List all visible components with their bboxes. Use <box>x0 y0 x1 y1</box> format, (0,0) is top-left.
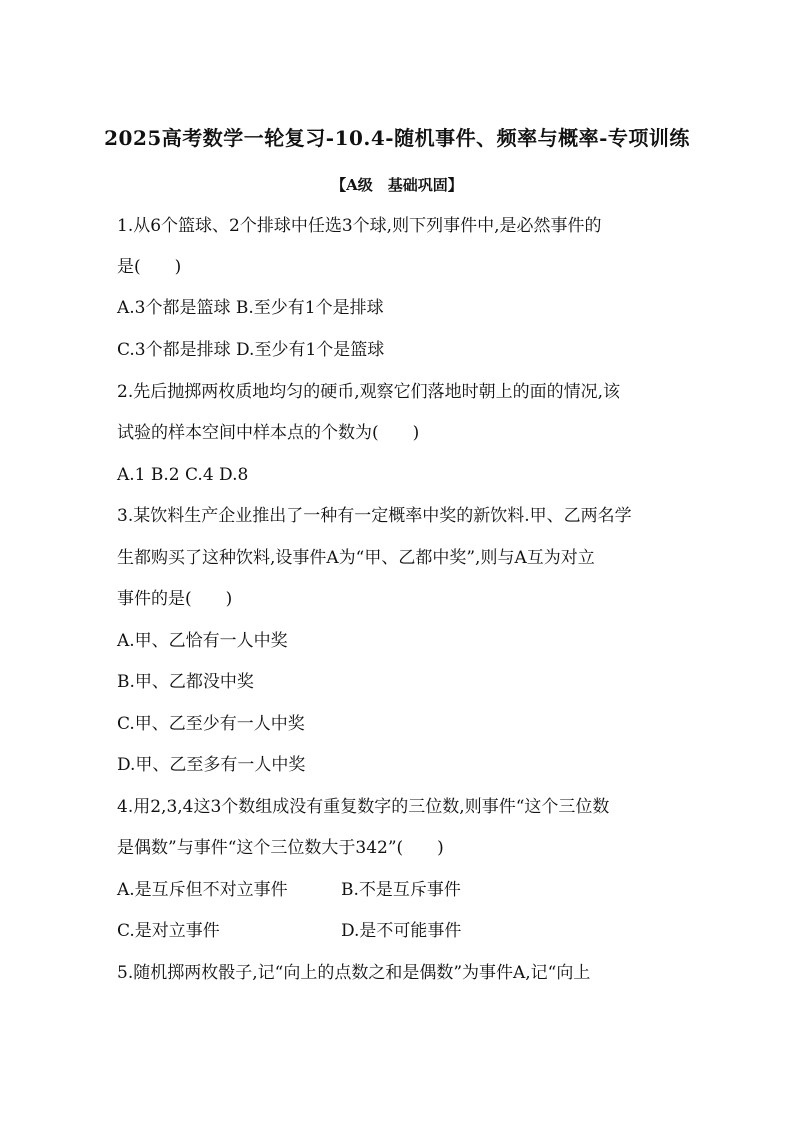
section-label: 【A级 基础巩固】 <box>331 176 463 194</box>
question-3-option-c: C.甲、乙至少有一人中奖 <box>117 714 305 734</box>
question-3-line-2: 生都购买了这种饮料,设事件A为“甲、乙都中奖”,则与A互为对立 <box>117 548 595 568</box>
question-3-line-1: 3.某饮料生产企业推出了一种有一定概率中奖的新饮料.甲、乙两名学 <box>117 506 632 526</box>
question-2-line-1: 2.先后抛掷两枚质地均匀的硬币,观察它们落地时朝上的面的情况,该 <box>117 382 621 402</box>
question-5-line-1: 5.随机掷两枚骰子,记“向上的点数之和是偶数”为事件A,记“向上 <box>117 963 591 983</box>
question-1-line-1: 1.从6个篮球、2个排球中任选3个球,则下列事件中,是必然事件的 <box>117 216 602 236</box>
question-1-options-row-1: A.3个都是篮球 B.至少有1个是排球 <box>117 298 384 318</box>
question-3-option-b: B.甲、乙都没中奖 <box>117 672 254 692</box>
question-3-option-d: D.甲、乙至多有一人中奖 <box>117 755 306 775</box>
question-3-option-a: A.甲、乙恰有一人中奖 <box>117 631 288 651</box>
question-4-option-b: B.不是互斥事件 <box>341 880 461 900</box>
question-2-options: A.1 B.2 C.4 D.8 <box>117 465 249 485</box>
question-3-line-3: 事件的是( ) <box>117 589 233 609</box>
question-1-line-2: 是( ) <box>117 257 182 277</box>
question-4-option-a: A.是互斥但不对立事件 <box>117 880 288 900</box>
question-4-line-1: 4.用2,3,4这3个数组成没有重复数字的三位数,则事件“这个三位数 <box>117 797 610 817</box>
question-1-options-row-2: C.3个都是排球 D.至少有1个是篮球 <box>117 340 385 360</box>
document-title: 2025高考数学一轮复习-10.4-随机事件、频率与概率-专项训练 <box>104 126 690 150</box>
question-2-line-2: 试验的样本空间中样本点的个数为( ) <box>117 423 420 443</box>
question-4-line-2: 是偶数”与事件“这个三位数大于342”( ) <box>117 838 444 858</box>
question-4-option-d: D.是不可能事件 <box>341 921 462 941</box>
question-4-option-c: C.是对立事件 <box>117 921 220 941</box>
